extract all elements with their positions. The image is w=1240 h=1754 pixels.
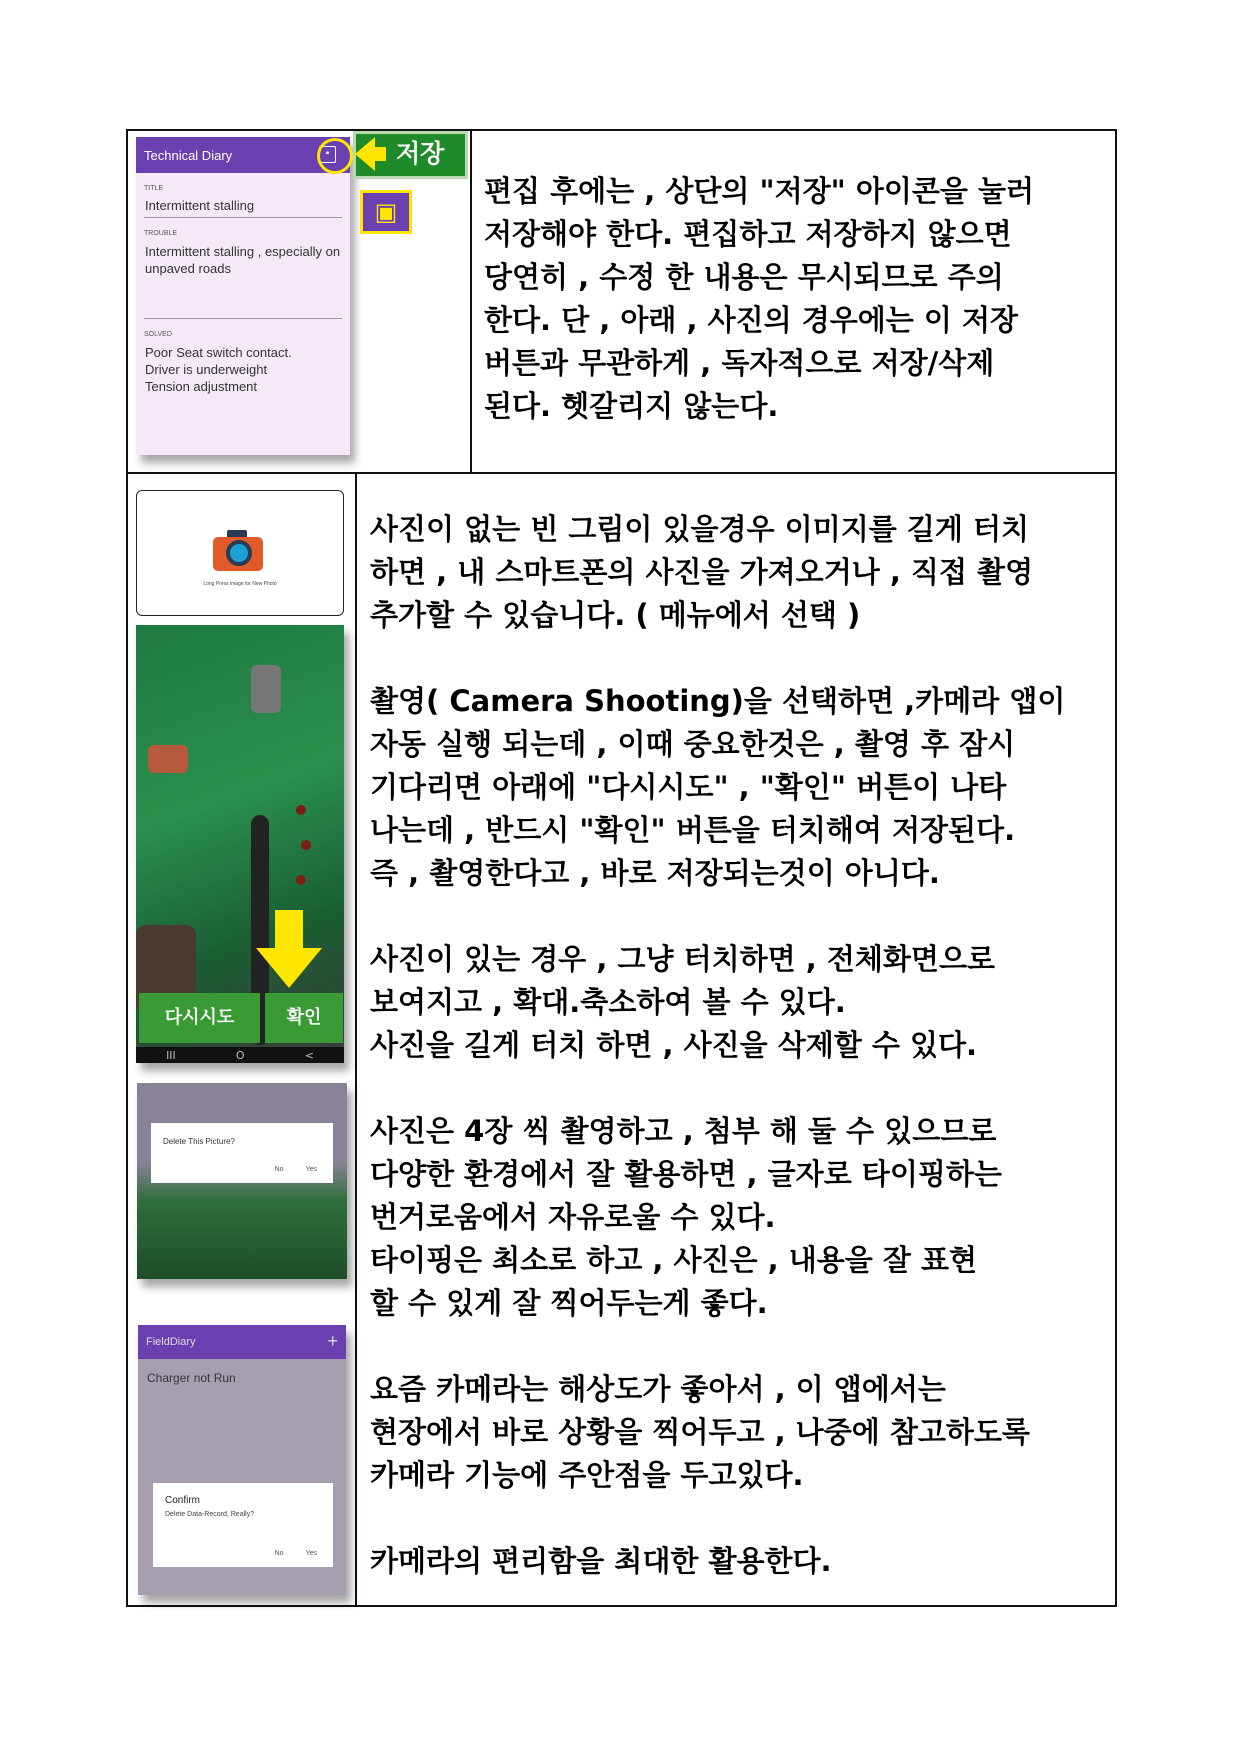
highlight-ring [317,138,353,174]
dialog-title: Confirm [165,1495,201,1506]
text-line: 기다리면 아래에 "다시시도" , "확인" 버튼이 나타 [370,770,1007,804]
dialog-buttons [275,1550,317,1557]
delete-dialog [151,1123,333,1183]
yes-button[interactable]: Yes [305,1550,317,1557]
capacitor [251,665,281,713]
text-line: 사진은 4장 씩 촬영하고 , 첨부 해 둘 수 있으므로 [370,1114,997,1148]
section1-divider [470,129,472,474]
divider [144,217,342,218]
solved-line: Poor Seat switch contact. [145,345,292,360]
app-title: FieldDiary [146,1336,196,1348]
back-icon[interactable]: < [304,1048,314,1062]
section2-divider [355,472,357,1607]
text-line: 하면 , 내 스마트폰의 사진을 가져오거나 , 직접 촬영 [370,555,1034,589]
text-line: 한다. 단 , 아래 , 사진의 경우에는 이 저장 [484,303,1019,337]
text-line: 자동 실행 되는데 , 이때 중요한것은 , 촬영 후 잠시 [370,727,1016,761]
text-line: 즉 , 촬영한다고 , 바로 저장되는것이 아니다. [370,856,940,890]
text-line: 편집 후에는 , 상단의 "저장" 아이콘을 눌러 [484,174,1035,208]
fielddiary-screenshot [138,1325,346,1595]
save-icon: ▣ [360,190,412,234]
section1-paragraph [484,170,1034,428]
text-line: 보여지고 , 확대.축소하여 볼 수 있다. [370,985,846,1019]
text-line: 나는데 , 반드시 "확인" 버튼을 터치해여 저장된다. [370,813,1016,847]
text-line: 사진을 길게 터치 하면 , 사진을 삭제할 수 있다. [370,1028,978,1062]
solved-label: SOLVED [144,331,172,338]
text-line: 할 수 있게 잘 찍어두는게 좋다. [370,1286,768,1320]
text-line: 현장에서 바로 상황을 찍어두고 , 나중에 참고하도록 [370,1415,1030,1449]
dialog-buttons [275,1166,317,1173]
delete-picture-screenshot [137,1083,347,1279]
yes-button[interactable]: Yes [305,1166,317,1173]
trouble-field[interactable]: Intermittent stalling , especially on unpaved roads [145,244,341,276]
save-callout-label: 저장 [396,139,445,168]
text-line: 카메라 기능에 주안점을 두고있다. [370,1458,804,1492]
text-line: 요즘 카메라는 해상도가 좋아서 , 이 앱에서는 [370,1372,946,1406]
text-line: 사진이 없는 빈 그림이 있을경우 이미지를 길게 터치 [370,512,1029,546]
text-line: 카메라의 편리함을 최대한 활용한다. [370,1544,832,1578]
dialog-title: Delete This Picture? [163,1137,235,1146]
capacitor [148,745,188,773]
component [301,840,311,850]
no-button[interactable]: No [274,1550,284,1557]
title-field[interactable]: Intermittent stalling [145,198,255,213]
text-line [370,1325,1065,1368]
dialog-message: Delete Data-Record, Really? [165,1511,255,1518]
solved-field[interactable] [136,344,350,395]
text-line: 번거로움에서 자유로울 수 있다. [370,1200,776,1234]
add-icon[interactable]: + [327,1331,338,1351]
text-line [370,895,1065,938]
solved-line: Driver is underweight [145,362,268,377]
app-title: Technical Diary [144,148,233,163]
retry-button[interactable]: 다시시도 [139,993,260,1043]
text-line: 촬영( Camera Shooting)을 선택하면 ,카메라 앱이 [370,684,1066,718]
solved-line: Tension adjustment [145,379,258,394]
divider [144,318,342,319]
text-line: 다양한 환경에서 잘 활용하면 , 글자로 타이핑하는 [370,1157,1002,1191]
text-line: 당연히 , 수정 한 내용은 무시되므로 주의 [484,260,1004,294]
android-navbar [136,1047,344,1063]
trouble-label: TROUBLE [144,230,178,237]
text-line: 된다. 헷갈리지 않는다. [484,389,779,423]
text-line: 사진이 있는 경우 , 그냥 터치하면 , 전체화면으로 [370,942,995,976]
camera-placeholder[interactable] [136,490,344,616]
app-bar [138,1325,346,1359]
left-arrow-stem [372,147,386,161]
text-line [370,1067,1065,1110]
confirm-button[interactable]: 확인 [265,993,343,1043]
no-button[interactable]: No [274,1166,284,1173]
text-line [370,1497,1065,1540]
technical-diary-screenshot [136,137,350,455]
component [296,875,306,885]
component [296,805,306,815]
placeholder-caption: Long Press image for New Photo [203,581,277,587]
text-line: 타이핑은 최소로 하고 , 사진은 , 내용을 잘 표현 [370,1243,978,1277]
down-arrow-head [256,948,322,988]
home-icon[interactable]: O [235,1048,245,1062]
section2-paragraph [370,508,1065,1583]
title-label: TITLE [144,185,164,192]
text-line: 버튼과 무관하게 , 독자적으로 저장/삭제 [484,346,995,380]
camera-lens [226,540,252,566]
text-line: 추가할 수 있습니다. ( 메뉴에서 선택 ) [370,598,861,632]
down-arrow-icon [275,910,303,950]
recent-apps-icon[interactable]: III [166,1048,176,1062]
save-icon[interactable]: ▪ [319,146,336,163]
confirm-dialog [153,1483,333,1567]
list-item[interactable]: Charger not Run [147,1371,236,1385]
text-line: 저장해야 한다. 편집하고 저장하지 않으면 [484,217,1012,251]
text-line [370,637,1065,680]
